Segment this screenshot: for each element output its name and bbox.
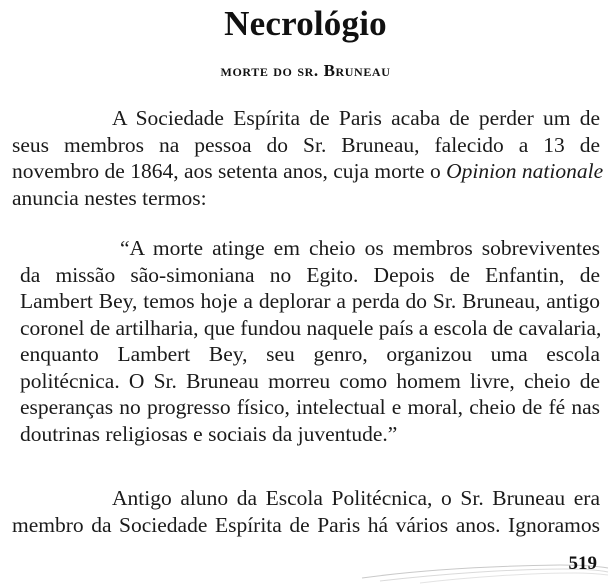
paragraph-line xyxy=(12,158,604,185)
paragraph-line: anuncia nestes termos: xyxy=(12,185,207,210)
page-number: 519 xyxy=(568,553,597,574)
quote-line: coronel de artilharia, que fundou naquele país a escola de cavalaria, xyxy=(20,315,602,340)
page-title: Necrológio xyxy=(224,4,387,43)
italic-publication-name: Opinion nationale xyxy=(446,159,604,183)
section-subtitle: morte do sr. Bruneau xyxy=(220,61,391,80)
paragraph-line: A Sociedade Espírita de Paris acaba de perder um de xyxy=(112,106,600,130)
paragraph-line: seus membros na pessoa do Sr. Bruneau, falecido a 13 de xyxy=(12,132,600,157)
quote-line: esperanças no progresso físico, intelectual e moral, cheio de fé nas xyxy=(20,395,600,419)
paragraph-line: membro da Sociedade Espírita de Paris há vários anos. Ignoramos xyxy=(12,512,600,537)
quote-line: enquanto Lambert Bey, seu genro, organizou uma escola xyxy=(20,342,600,366)
quote-line: da missão são-simoniana no Egito. Depois de Enfantin, de xyxy=(20,262,600,287)
quote-line: “A morte atinge em cheio os membros sobreviventes xyxy=(120,236,600,260)
paragraph-line: Antigo aluno da Escola Politécnica, o Sr. Bruneau era xyxy=(112,486,600,510)
paragraph-1 xyxy=(12,105,604,211)
quote-line: politécnica. O Sr. Bruneau morreu como homem livre, cheio de xyxy=(20,368,600,393)
paragraph-line-text: novembro de 1864, aos setenta anos, cuja morte o xyxy=(12,159,447,183)
quote-line: Lambert Bey, temos hoje a deplorar a perda do Sr. Bruneau, antigo xyxy=(20,289,600,313)
quote-paragraph xyxy=(20,235,600,447)
paragraph-3 xyxy=(12,485,600,538)
quote-line: doutrinas religiosas e sociais da juventude.” xyxy=(20,421,398,446)
